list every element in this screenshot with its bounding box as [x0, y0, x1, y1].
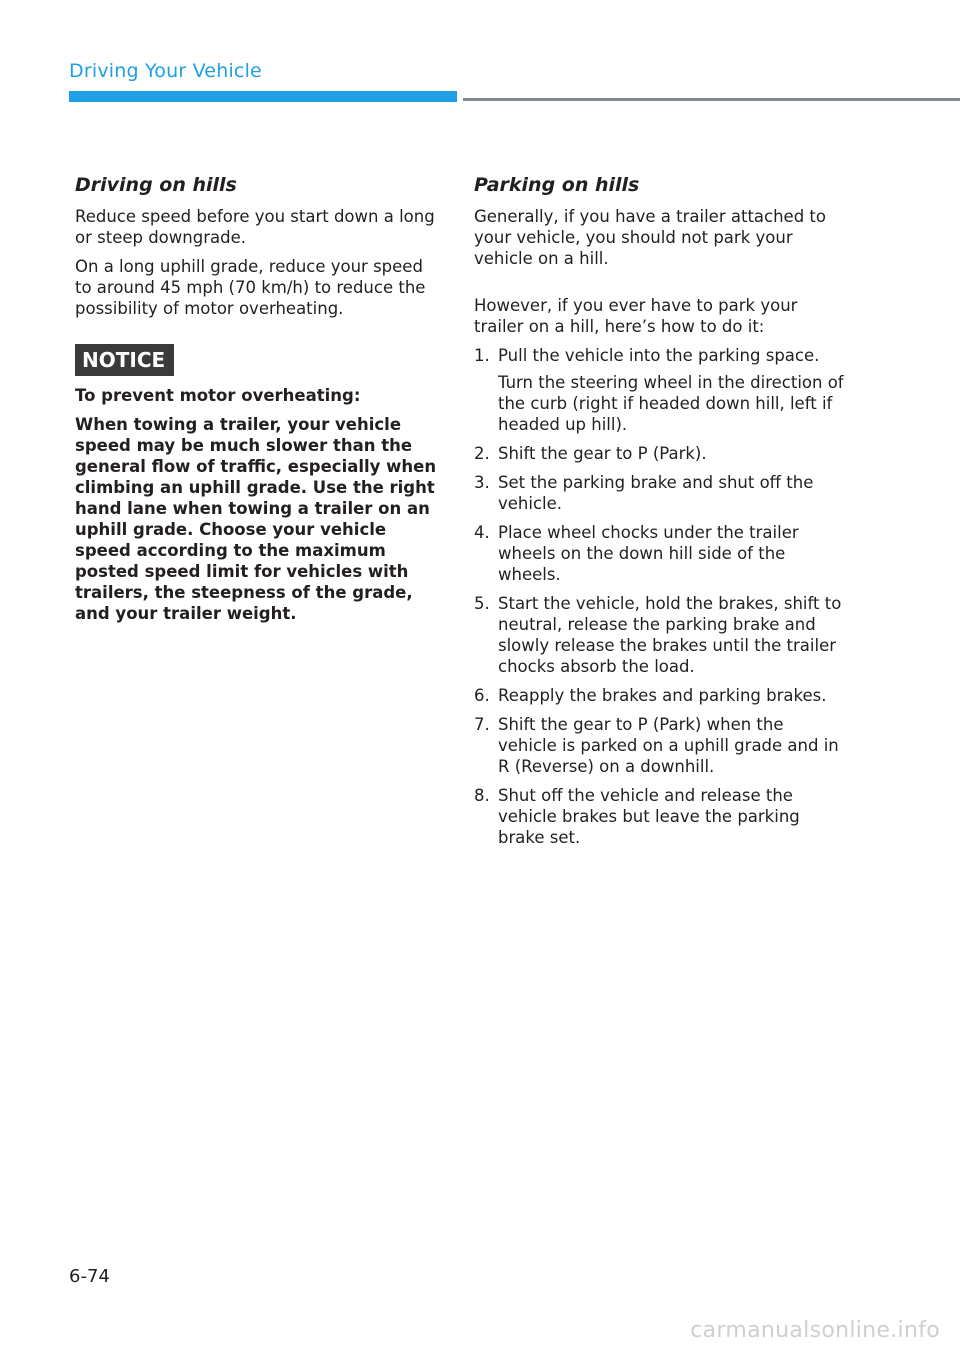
list-item: [474, 685, 844, 706]
list-item: [474, 345, 844, 435]
step-text: Shut off the vehicle and release the vehicle brakes but leave the parking brake set.: [498, 786, 800, 847]
step-text: Shift the gear to P (Park).: [498, 444, 707, 463]
watermark-link[interactable]: carmanualsonline.info: [690, 1318, 940, 1343]
paragraph: Reduce speed before you start down a long or steep downgrade.: [75, 207, 435, 247]
heading-driving-on-hills: Driving on hills: [75, 174, 237, 196]
notice-title: To prevent motor overheating:: [75, 386, 361, 405]
paragraph: However, if you ever have to park your trailer on a hill, here’s how to do it:: [474, 296, 798, 336]
list-item: [474, 714, 844, 777]
notice-badge: NOTICE: [75, 344, 174, 376]
step-text: Pull the vehicle into the parking space.: [498, 346, 820, 365]
step-number: 2.: [474, 444, 490, 463]
step-number: 7.: [474, 715, 490, 734]
paragraph: On a long uphill grade, reduce your speed to around 45 mph (70 km/h) to reduce the possibility of motor overheating.: [75, 257, 426, 318]
step-number: 1.: [474, 346, 490, 365]
step-text: Start the vehicle, hold the brakes, shift to neutral, release the parking brake and slowly release the brakes until the trailer chocks absorb the load.: [498, 594, 842, 676]
header-accent-bar: [69, 91, 457, 102]
list-item: [474, 443, 844, 464]
heading-parking-on-hills: Parking on hills: [474, 174, 640, 196]
list-item: [474, 785, 844, 848]
list-item: [474, 472, 844, 514]
page-number: 6-74: [69, 1266, 110, 1287]
section-title: Driving Your Vehicle: [69, 60, 262, 82]
step-subtext: Turn the steering wheel in the direction of the curb (right if headed down hill, left if headed up hill).: [498, 373, 844, 434]
step-number: 5.: [474, 594, 490, 613]
right-column: [474, 172, 844, 856]
paragraph: Generally, if you have a trailer attached to your vehicle, you should not park your vehicle on a hill.: [474, 207, 826, 268]
list-item: [474, 593, 844, 677]
step-text: Shift the gear to P (Park) when the vehicle is parked on a uphill grade and in R (Reverse) on a downhill.: [498, 715, 839, 776]
header-rule: [463, 98, 960, 101]
step-text: Place wheel chocks under the trailer wheels on the down hill side of the wheels.: [498, 523, 799, 584]
left-column: [75, 172, 440, 632]
spacer: [474, 277, 844, 295]
notice-body: When towing a trailer, your vehicle speed may be much slower than the general flow of traffic, especially when climbing an uphill grade. Use the right hand lane when towing a trailer on an uphill grade. Choose your vehicle speed according to the maximum posted speed limit for vehicles with trailers, the steepness of the grade, and your trailer weight.: [75, 415, 437, 623]
step-number: 4.: [474, 523, 490, 542]
list-item: [474, 522, 844, 585]
step-text: Set the parking brake and shut off the vehicle.: [498, 473, 814, 513]
steps-list: [474, 345, 844, 848]
step-number: 3.: [474, 473, 490, 492]
step-number: 6.: [474, 686, 490, 705]
step-text: Reapply the brakes and parking brakes.: [498, 686, 827, 705]
step-number: 8.: [474, 786, 490, 805]
